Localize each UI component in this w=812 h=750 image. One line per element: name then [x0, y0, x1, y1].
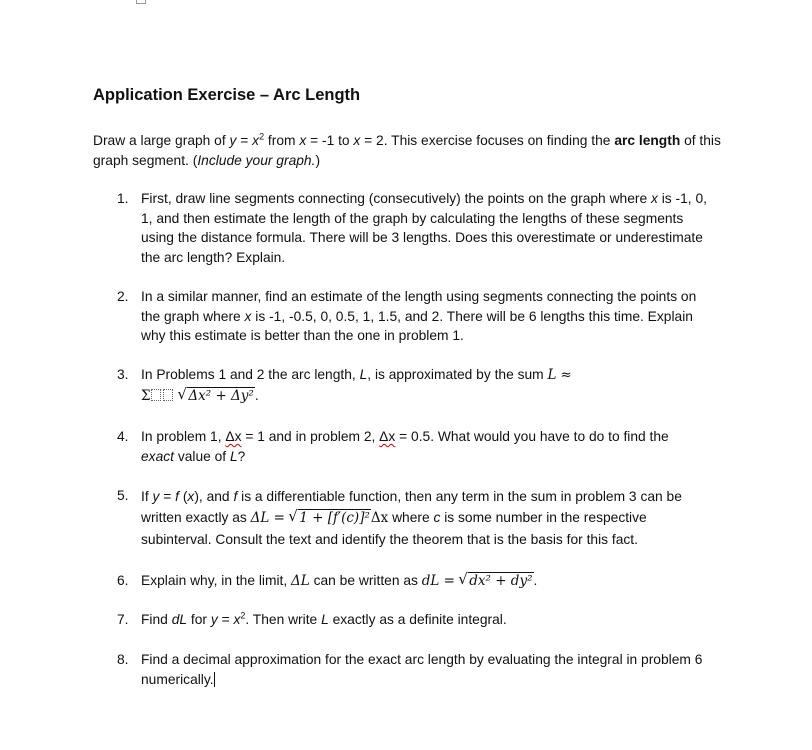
- placeholder-box: [163, 389, 173, 401]
- item-text: In problem 1, Δx = 1 and in problem 2, Δx = 0.5. What would you have to do to find the exact value of L?: [141, 429, 669, 464]
- item-number: 6.: [117, 573, 129, 588]
- item-text: First, draw line segments connecting (consecutively) the points on the graph where x is -1, 0, 1, and then estimate the length of the graph by calculating the lengths of these segments using the distance formula. There will be 3 lengths. Does this overestimate or underestimate the arc length? Explain.: [141, 191, 707, 265]
- list-item: [117, 189, 717, 267]
- text-cursor: [214, 672, 215, 687]
- list-item: [117, 571, 717, 592]
- item-number: 5.: [117, 488, 129, 503]
- item-text[interactable]: Find a decimal approximation for the exact arc length by evaluating the integral in problem 6 numerically.: [141, 652, 703, 687]
- sqrt-expression: √ dx² + dy²: [459, 572, 533, 592]
- list-item: [117, 287, 717, 346]
- page-title: Application Exercise – Arc Length: [93, 86, 361, 104]
- item-text: In a similar manner, find an estimate of the length using segments connecting the points on the graph where x is -1, -0.5, 0, 0.5, 1, 1.5, and 2. There will be 6 lengths this time. Explain why this estimate is better than the one in problem 1.: [141, 289, 697, 343]
- item-number: 7.: [117, 612, 129, 627]
- list-item: [117, 427, 717, 466]
- sum-symbol: Σ: [141, 387, 151, 404]
- page-corner-mark: [136, 0, 146, 4]
- math-l: L: [547, 367, 557, 383]
- placeholder-box: [151, 389, 161, 401]
- item-text: In Problems 1 and 2 the arc length, L, is approximated by the sum L ≈ Σ √ Δx² + Δy².: [141, 365, 717, 406]
- item-number: 3.: [117, 367, 129, 382]
- list-item: [117, 365, 717, 406]
- list-item: [117, 650, 717, 689]
- item-number: 1.: [117, 191, 129, 206]
- list-item: [117, 486, 717, 550]
- sqrt-expression: √ 1 + [f′(c)]²: [289, 508, 371, 529]
- intro-paragraph: Draw a large graph of $y = x^2$ from x = -1 to x = 2. This exercise focuses on finding the arc length of this graph segment. (Include your graph.): [93, 131, 721, 168]
- sqrt-expression: √ Δx² + Δy²: [178, 387, 254, 407]
- item-number: 2.: [117, 289, 129, 304]
- list-item: [117, 610, 717, 630]
- item-number: 4.: [117, 429, 129, 444]
- item-text: Explain why, in the limit, ΔL can be written as dL = √ dx² + dy².: [141, 571, 717, 592]
- item-text: Find dL for $y = x^2$. Then write L exactly as a definite integral.: [141, 610, 507, 627]
- item-text: If y = f (x), and f is a differentiable function, then any term in the sum in problem 3 can be written exactly as ΔL = √ 1 + [f′(c)]²Δx where c is some number in the respective subinterval. Consult the text and identify the theorem that is the basis for this fact.: [141, 486, 717, 550]
- item-number: 8.: [117, 652, 129, 667]
